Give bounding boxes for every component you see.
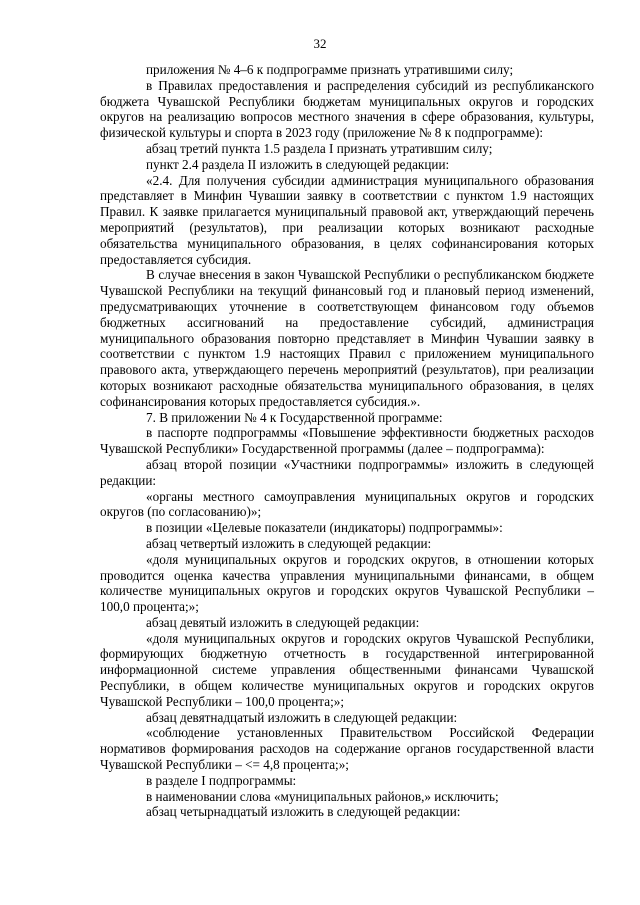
paragraph: в наименовании слова «муниципальных районов,» исключить;	[146, 788, 499, 804]
document-body	[100, 62, 594, 820]
paragraph: В случае внесения в закон Чувашской Республики о республиканском бюджете Чувашской Республики на текущий финансовый год и плановый период изменений, предусматривающих уточнение в соответствующем финансовом году объемов бюджетных ассигнований на предоставление субсидий, администрация муниципального образования повторно представляет в Минфин Чувашии заявку в соответствии с пунктом 1.9 настоящих Правил с приложением муниципального правового акта, утверждающего перечень мероприятий (результатов), при реализации которых возникают расходные обязательства муниципального образования, в целях софинансирования которых предоставляется субсидия.».	[100, 267, 594, 409]
paragraph: «доля муниципальных округов и городских округов, в отношении которых проводится оценка качества управления муниципальными финансами, в общем количестве муниципальных округов и городских округов Чувашской Республики – 100,0 процента;»;	[100, 551, 594, 615]
paragraph: 7. В приложении № 4 к Государственной программе:	[146, 409, 443, 425]
paragraph: «доля муниципальных округов и городских округов Чувашской Республики, формирующих бюджетную отчетность в государственной интегрированной информационной системе управления общественными финансами Чувашской Республики, в общем количестве муниципальных округов и городских округов Чувашской Республики – 100,0 процента;»;	[100, 630, 594, 709]
paragraph: «2.4. Для получения субсидии администрация муниципального образования представляет в Минфин Чувашии заявку в соответствии с пунктом 1.9 настоящих Правил. К заявке прилагается муниципальный правовой акт, утверждающий перечень мероприятий (результатов), при реализации которых возникают расходные обязательства муниципального образования, в целях софинансирования которых предоставляется субсидия.	[100, 172, 594, 267]
paragraph: абзац четырнадцатый изложить в следующей редакции:	[146, 804, 461, 820]
paragraph: в паспорте подпрограммы «Повышение эффективности бюджетных расходов Чувашской Республики» Государственной программы (далее – подпрограмма):	[100, 425, 594, 457]
paragraph: «органы местного самоуправления муниципальных округов и городских округов (по согласованию)»;	[100, 488, 594, 520]
paragraph: абзац третий пункта 1.5 раздела I признать утратившим силу;	[146, 140, 493, 156]
paragraph: в Правилах предоставления и распределения субсидий из республиканского бюджета Чувашской Республики бюджетам муниципальных округов и городских округов на реализацию вопросов местного значения в сфере образования, культуры, физической культуры и спорта в 2023 году (приложение № 8 к подпрограмме):	[100, 77, 594, 141]
paragraph: абзац девятый изложить в следующей редакции:	[146, 614, 420, 630]
paragraph: приложения № 4–6 к подпрограмме признать утратившими силу;	[146, 62, 514, 77]
paragraph: абзац четвертый изложить в следующей редакции:	[146, 535, 432, 551]
paragraph: в позиции «Целевые показатели (индикаторы) подпрограммы»:	[146, 520, 503, 536]
paragraph: абзац девятнадцатый изложить в следующей редакции:	[146, 709, 458, 725]
paragraph: «соблюдение установленных Правительством Российской Федерации нормативов формирования расходов на содержание органов государственной власти Чувашской Республики – <= 4,8 процента;»;	[100, 725, 594, 773]
paragraph: абзац второй позиции «Участники подпрограммы» изложить в следующей редакции:	[100, 456, 594, 488]
page-number: 32	[313, 36, 327, 51]
paragraph: в разделе I подпрограммы:	[146, 772, 297, 788]
paragraph: пункт 2.4 раздела II изложить в следующей редакции:	[146, 156, 450, 172]
